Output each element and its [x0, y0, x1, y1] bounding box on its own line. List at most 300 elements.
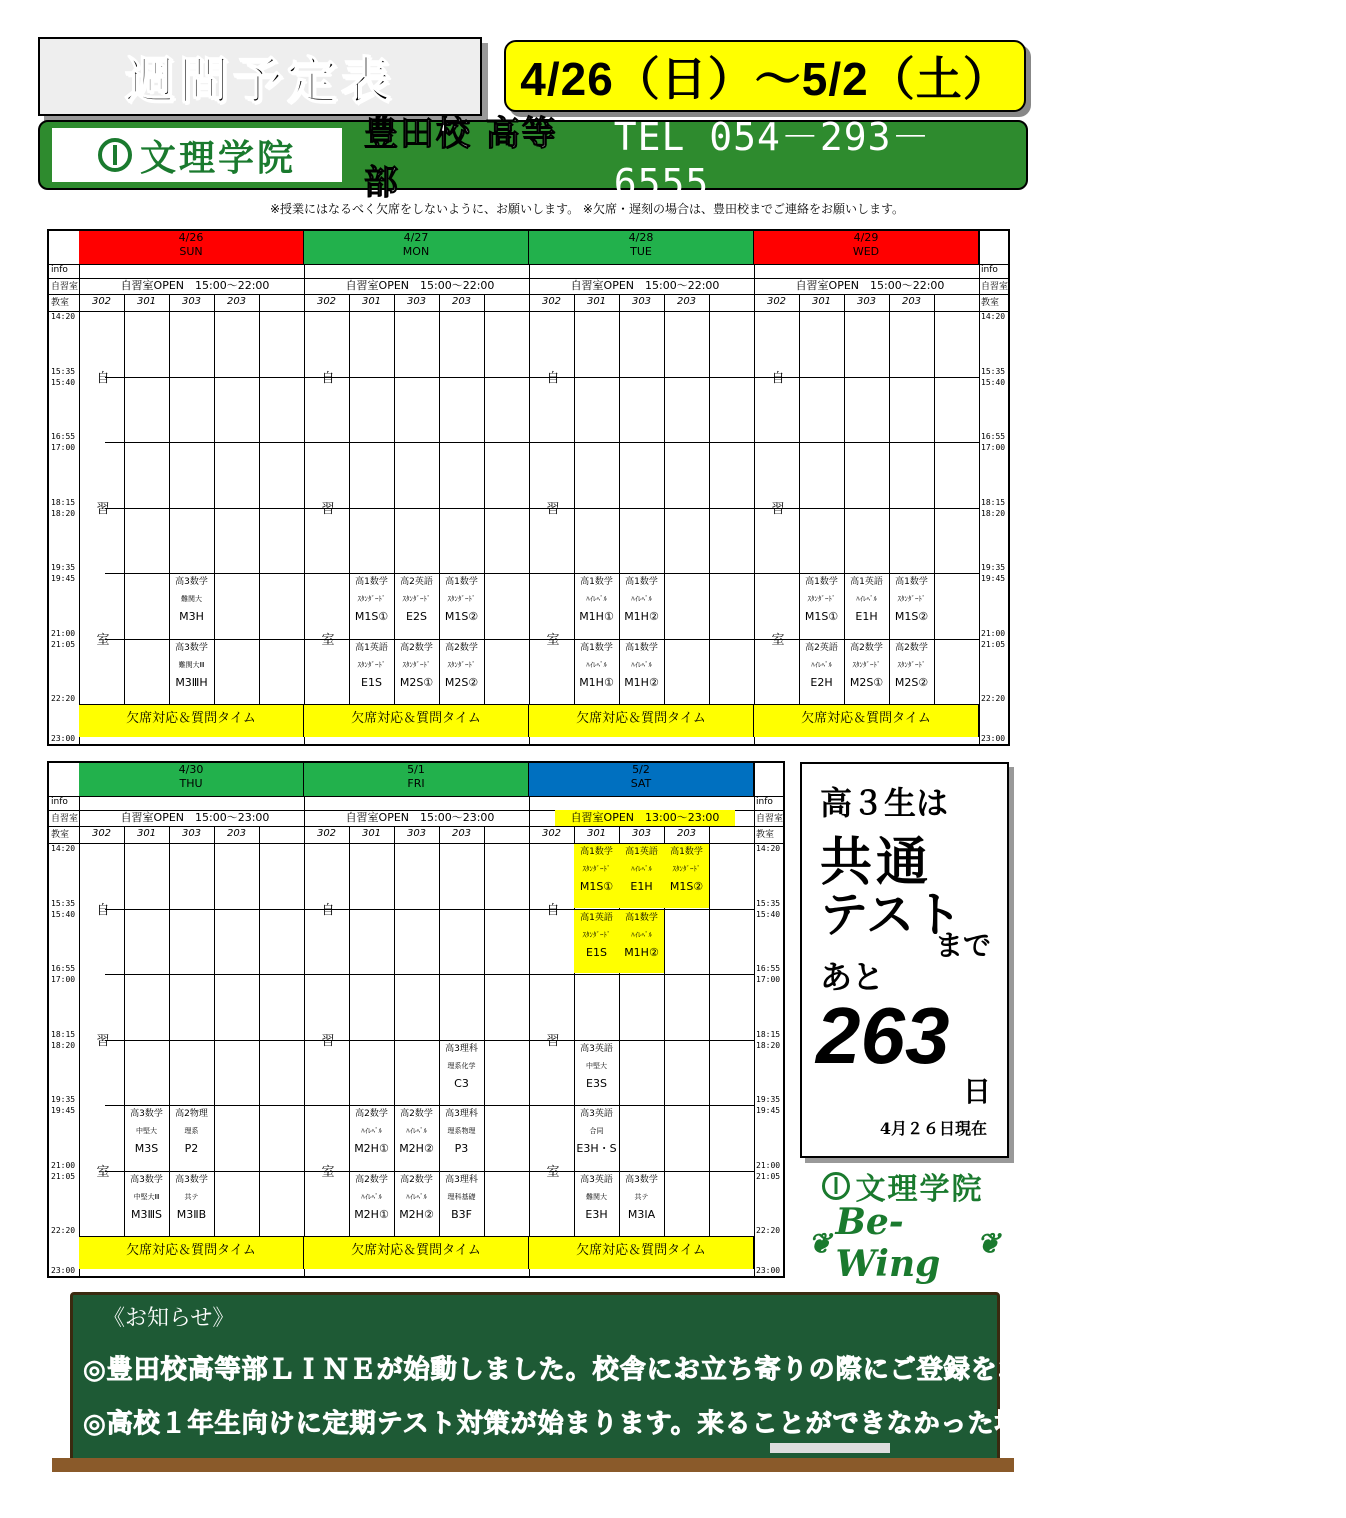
class-subject: 高3数学 — [625, 1174, 658, 1185]
grid-vline-room — [259, 294, 260, 704]
countdown-line4: まで — [934, 929, 991, 962]
date-range-box — [504, 40, 1026, 112]
room-number: 302 — [91, 828, 112, 839]
class-cell — [799, 574, 844, 638]
class-subject: 高3数学 — [130, 1109, 163, 1119]
class-level: ｽﾀﾝﾀﾞｰﾄﾞ — [897, 595, 926, 603]
grid-hline — [49, 796, 783, 797]
absence-notice: ※授業にはなるべく欠席をしないように、お願いします。 ※欠席・遅刻の場合は、豊田校までご連絡をお願いします。 — [270, 202, 905, 216]
class-level: 難関大 — [586, 1192, 607, 1201]
date-range: 4/26（日）～5/2（土） — [520, 53, 1010, 105]
day-date: 4/29 — [853, 231, 879, 244]
day-date: 4/26 — [178, 231, 204, 244]
class-cell — [574, 844, 619, 908]
room-number: 301 — [586, 828, 607, 839]
time-label-right: 16:55 — [981, 432, 1006, 441]
class-code: E1H — [855, 610, 878, 623]
kanji-ji: 自 — [546, 902, 560, 918]
time-label-right: 23:00 — [981, 734, 1006, 743]
logo — [52, 128, 342, 182]
class-level: ｽﾀﾝﾀﾞｰﾄﾞ — [582, 930, 611, 939]
time-label: 17:00 — [51, 975, 76, 984]
kanji-ji: 自 — [96, 902, 110, 918]
board-ledge — [52, 1458, 1014, 1472]
notice-line-1: ◎豊田校高等部ＬＩＮＥが始動しました。校舎にお立ち寄りの際にご登録をお願いいたします。 — [83, 1355, 1239, 1385]
class-cell — [169, 1106, 214, 1170]
time-label-right: 17:00 — [981, 443, 1006, 452]
time-label: 18:15 — [51, 497, 76, 507]
time-label-right: 21:05 — [981, 639, 1006, 649]
side-label-right-info: info — [756, 797, 773, 807]
grid-vline-room — [214, 294, 215, 704]
time-label-right: 15:35 — [981, 366, 1006, 376]
time-label: 14:20 — [51, 312, 76, 321]
grid-hline — [49, 826, 783, 827]
day-header-mon — [304, 231, 529, 264]
room-number: 302 — [541, 296, 562, 307]
bewing-text: Be-Wing — [835, 1201, 941, 1285]
class-cell — [439, 574, 484, 638]
room-number: 302 — [316, 296, 337, 307]
grid-vline — [979, 231, 980, 744]
day-of-week: TUE — [630, 245, 652, 258]
class-level: ﾊｲﾚﾍﾞﾙ — [406, 1192, 427, 1201]
time-label-right: 18:15 — [981, 497, 1006, 507]
side-label-right-info: info — [981, 265, 998, 275]
class-cell — [619, 1172, 664, 1236]
grid-vline — [304, 763, 305, 1276]
kanji-shitsu: 室 — [546, 632, 560, 648]
class-subject: 高1数学 — [580, 847, 613, 857]
grid-vline — [754, 763, 755, 1276]
side-label-info: info — [51, 265, 68, 275]
school-banner — [38, 114, 1028, 205]
grid-vline — [754, 231, 755, 744]
class-subject: 高1数学 — [580, 642, 613, 653]
slot-divider — [105, 377, 979, 378]
class-cell — [169, 1172, 214, 1236]
bewing-logo — [804, 1201, 1004, 1285]
class-code: E3H・S — [576, 1142, 617, 1155]
class-code: M1S② — [669, 880, 704, 893]
grid-vline-room — [709, 294, 710, 704]
class-level: ｽﾀﾝﾀﾞｰﾄﾞ — [582, 865, 611, 873]
class-cell — [889, 574, 934, 638]
grid-vline — [529, 763, 530, 1276]
class-level: ﾊｲﾚﾍﾞﾙ — [361, 1127, 382, 1135]
class-code: M1H① — [579, 610, 614, 623]
notice-board-title: 《お知らせ》 — [103, 1306, 235, 1331]
time-label: 16:55 — [51, 964, 76, 973]
class-subject: 高2英語 — [805, 642, 838, 653]
room-number: 203 — [226, 296, 247, 307]
class-code: M2H① — [354, 1142, 389, 1155]
class-subject: 高1英語 — [355, 642, 388, 653]
time-label: 15:35 — [51, 898, 76, 908]
day-date: 4/28 — [628, 231, 654, 244]
time-label: 19:35 — [51, 563, 76, 572]
class-cell — [439, 1172, 484, 1236]
day-date: 4/27 — [403, 231, 429, 244]
class-code: M1H② — [624, 610, 659, 623]
class-code: E2S — [406, 610, 427, 623]
class-code: M2S② — [444, 675, 479, 689]
side-label-jishu: 自習室 — [51, 814, 79, 824]
time-label: 15:35 — [51, 366, 76, 376]
class-code: M2S① — [399, 675, 434, 689]
side-label-right-jishu: 自習室 — [756, 814, 784, 824]
class-cell — [574, 1106, 619, 1170]
grid-vline-room — [709, 826, 710, 1236]
day-header-thu — [79, 763, 304, 796]
day-header-wed — [754, 231, 979, 264]
time-label: 18:15 — [51, 1029, 76, 1039]
class-code: C3 — [454, 1076, 469, 1090]
day-header-tue — [529, 231, 754, 264]
grid-vline — [79, 231, 80, 744]
class-level: 中堅大 — [586, 1061, 607, 1070]
class-code: E3H — [585, 1207, 608, 1221]
class-cell — [574, 910, 619, 974]
class-level: ｽﾀﾝﾀﾞｰﾄﾞ — [447, 595, 476, 603]
time-label-right: 22:20 — [981, 694, 1006, 703]
time-label-right: 21:05 — [756, 1171, 781, 1181]
question-time-bar: 欠席対応＆質問タイム — [754, 704, 979, 737]
kanji-ji: 自 — [321, 370, 335, 386]
class-subject: 高2数学 — [400, 642, 433, 653]
kanji-ji: 自 — [96, 370, 110, 386]
class-subject: 高2数学 — [445, 642, 478, 653]
grid-vline-room — [259, 826, 260, 1236]
time-label: 15:40 — [51, 377, 76, 387]
class-cell — [664, 844, 709, 908]
class-level: ｽﾀﾝﾀﾞｰﾄﾞ — [357, 595, 386, 603]
class-cell — [349, 574, 394, 638]
class-cell — [439, 1106, 484, 1170]
time-label: 18:20 — [51, 1040, 76, 1050]
logo-secondary-name: 文理学院 — [855, 1172, 984, 1207]
class-code: E1H — [630, 880, 653, 893]
time-label-right: 19:35 — [981, 563, 1006, 572]
class-cell — [619, 640, 664, 704]
class-cell — [574, 574, 619, 638]
class-level: ﾊｲﾚﾍﾞﾙ — [631, 930, 652, 939]
room-number: 203 — [676, 828, 697, 839]
kanji-shu: 習 — [321, 1033, 335, 1049]
time-label-right: 21:00 — [981, 628, 1006, 638]
class-subject: 高3数学 — [175, 1174, 208, 1185]
time-label-right: 15:35 — [756, 898, 781, 908]
room-number: 302 — [766, 296, 787, 307]
class-subject: 高1数学 — [625, 577, 658, 587]
class-subject: 高3理科 — [445, 1043, 478, 1054]
class-code: E2H — [810, 675, 833, 689]
phone-number: TEL 054－293－6555 — [613, 114, 931, 205]
class-code: M2H② — [399, 1142, 434, 1155]
room-number: 203 — [901, 296, 922, 307]
class-code: M1S① — [804, 610, 839, 623]
class-level: ｽﾀﾝﾀﾞｰﾄﾞ — [402, 660, 431, 669]
grid-vline — [304, 231, 305, 744]
kanji-shitsu: 室 — [96, 1164, 110, 1180]
kanji-shu: 習 — [546, 1033, 560, 1049]
time-label: 22:20 — [51, 1226, 76, 1235]
countdown-line3: テスト — [820, 887, 963, 943]
class-subject: 高2数学 — [355, 1174, 388, 1185]
kanji-shitsu: 室 — [321, 632, 335, 648]
time-label: 19:45 — [51, 574, 76, 583]
day-date: 5/2 — [632, 763, 650, 776]
notice-board — [70, 1292, 1346, 1468]
side-label-right-kyoshitsu: 教室 — [756, 830, 775, 840]
class-level: ﾊｲﾚﾍﾞﾙ — [631, 660, 652, 669]
class-code: M3ⅢS — [130, 1207, 163, 1221]
class-subject: 高2物理 — [175, 1109, 208, 1119]
time-label-right: 18:15 — [756, 1029, 781, 1039]
study-room-hours: 自習室OPEN 15:00～23:00 — [345, 811, 495, 824]
day-header-sat — [529, 763, 754, 796]
room-number: 301 — [586, 296, 607, 307]
time-label-right: 17:00 — [756, 975, 781, 984]
day-date: 4/30 — [178, 763, 204, 776]
class-code: B3F — [451, 1207, 472, 1221]
class-level: ｽﾀﾝﾀﾞｰﾄﾞ — [672, 865, 701, 873]
room-number: 303 — [631, 296, 652, 307]
room-number: 302 — [316, 828, 337, 839]
question-time-bar: 欠席対応＆質問タイム — [529, 704, 754, 737]
kanji-shitsu: 室 — [546, 1164, 560, 1180]
class-cell — [889, 640, 934, 704]
class-subject: 高1数学 — [625, 642, 658, 653]
page-title: 週間予定表 — [125, 51, 395, 110]
time-label: 15:40 — [51, 909, 76, 919]
class-level: 理系化学 — [447, 1061, 476, 1070]
class-cell — [394, 640, 439, 704]
slot-divider — [105, 442, 979, 443]
class-cell — [124, 1106, 169, 1170]
class-level: 理系 — [184, 1127, 199, 1135]
class-cell — [349, 1106, 394, 1170]
class-level: ﾊｲﾚﾍﾞﾙ — [586, 595, 607, 603]
title-box — [38, 37, 482, 116]
side-label-right-jishu: 自習室 — [981, 282, 1009, 292]
grid-vline-room — [124, 294, 125, 704]
class-level: ｽﾀﾝﾀﾞｰﾄﾞ — [447, 660, 476, 669]
class-level: 中堅大Ⅲ — [133, 1192, 160, 1201]
question-time-bar: 欠席対応＆質問タイム — [304, 1236, 529, 1269]
room-number: 301 — [136, 828, 157, 839]
class-cell — [619, 574, 664, 638]
countdown-line5: あと — [820, 958, 885, 996]
class-cell — [439, 640, 484, 704]
class-subject: 高1数学 — [355, 577, 388, 587]
study-room-hours: 自習室OPEN 13:00～23:00 — [555, 810, 735, 826]
class-cell — [619, 844, 664, 908]
class-level: ﾊｲﾚﾍﾞﾙ — [361, 1192, 382, 1201]
time-label: 21:00 — [51, 628, 76, 638]
time-label: 18:20 — [51, 508, 76, 518]
countdown-days: 263 — [816, 991, 950, 1080]
day-date: 5/1 — [407, 763, 425, 776]
notice-line-2: ◎高校１年生向けに定期テスト対策が始まります。来ることができなかった場合は夜に必ず来ましょう。 — [83, 1409, 1346, 1439]
school-name: 豊田校 高等部 — [363, 114, 558, 203]
class-code: M2S② — [894, 675, 929, 689]
class-code: M1H② — [624, 945, 659, 959]
class-cell — [394, 1106, 439, 1170]
class-cell — [169, 640, 214, 704]
side-label-kyoshitsu: 教室 — [51, 830, 70, 840]
class-code: E1S — [361, 675, 382, 689]
study-room-hours: 自習室OPEN 15:00～22:00 — [795, 279, 945, 292]
class-level: ｽﾀﾝﾀﾞｰﾄﾞ — [897, 660, 926, 669]
class-level: ﾊｲﾚﾍﾞﾙ — [856, 595, 877, 603]
time-label: 21:00 — [51, 1160, 76, 1170]
class-cell — [439, 1041, 484, 1105]
class-subject: 高1数学 — [445, 577, 478, 587]
room-number: 303 — [406, 828, 427, 839]
kanji-ji: 自 — [546, 370, 560, 386]
countdown-panel — [800, 762, 1009, 1158]
class-subject: 高3数学 — [130, 1174, 163, 1185]
day-of-week: MON — [402, 245, 430, 258]
class-cell — [394, 574, 439, 638]
class-cell — [844, 574, 889, 638]
class-subject: 高1英語 — [625, 847, 658, 857]
day-of-week: SAT — [630, 777, 652, 790]
class-subject: 高3理科 — [445, 1109, 478, 1119]
kanji-shitsu: 室 — [96, 632, 110, 648]
class-cell — [169, 574, 214, 638]
time-label: 14:20 — [51, 844, 76, 853]
class-cell — [619, 910, 664, 974]
class-subject: 高1数学 — [625, 912, 658, 923]
class-level: ﾊｲﾚﾍﾞﾙ — [811, 660, 832, 669]
day-of-week: WED — [852, 245, 880, 258]
class-cell — [124, 1172, 169, 1236]
class-code: M1S① — [354, 610, 389, 623]
side-label-info: info — [51, 797, 68, 807]
class-level: 理系物理 — [447, 1127, 476, 1135]
wing-right-icon: ❦ — [976, 1226, 1000, 1260]
study-room-hours: 自習室OPEN 15:00～22:00 — [120, 279, 270, 292]
time-label: 19:45 — [51, 1106, 76, 1115]
class-cell — [574, 1172, 619, 1236]
class-level: 合同 — [589, 1127, 604, 1135]
class-code: M1S② — [894, 610, 929, 623]
schedule-week2 — [47, 761, 785, 1278]
class-code: P2 — [184, 1142, 199, 1155]
grid-vline-room — [934, 294, 935, 704]
room-number: 203 — [226, 828, 247, 839]
room-number: 302 — [541, 828, 562, 839]
day-of-week: FRI — [407, 777, 425, 790]
slot-divider — [105, 974, 754, 975]
class-cell — [574, 1041, 619, 1105]
kanji-shitsu: 室 — [321, 1164, 335, 1180]
class-code: P3 — [454, 1142, 469, 1155]
kanji-shu: 習 — [96, 501, 110, 517]
class-code: M2H② — [399, 1207, 434, 1221]
time-label-right: 16:55 — [756, 964, 781, 973]
time-label-right: 14:20 — [756, 844, 781, 853]
wing-left-icon: ❦ — [808, 1226, 832, 1260]
class-cell — [799, 640, 844, 704]
kanji-shu: 習 — [546, 501, 560, 517]
room-number: 301 — [811, 296, 832, 307]
room-number: 303 — [406, 296, 427, 307]
class-level: ｽﾀﾝﾀﾞｰﾄﾞ — [852, 660, 881, 669]
room-number: 203 — [451, 296, 472, 307]
day-header-sun — [79, 231, 304, 264]
class-code: M3ⅡB — [176, 1207, 207, 1221]
time-label-right: 23:00 — [756, 1266, 781, 1275]
class-subject: 高2数学 — [895, 642, 928, 653]
kanji-shu: 習 — [321, 501, 335, 517]
room-number: 301 — [361, 296, 382, 307]
room-number: 303 — [856, 296, 877, 307]
grid-vline-room — [484, 826, 485, 1236]
countdown-line2: 共通 — [820, 832, 933, 893]
time-label-right: 15:40 — [981, 377, 1006, 387]
class-subject: 高2数学 — [400, 1174, 433, 1185]
class-level: ﾊｲﾚﾍﾞﾙ — [586, 660, 607, 669]
countdown-asof: 4月２６日現在 — [879, 1119, 987, 1138]
class-cell — [349, 1172, 394, 1236]
time-label-right: 21:00 — [756, 1160, 781, 1170]
class-subject: 高3理科 — [445, 1174, 478, 1185]
class-cell — [574, 640, 619, 704]
room-number: 301 — [361, 828, 382, 839]
question-time-bar: 欠席対応＆質問タイム — [79, 704, 304, 737]
time-label-right: 22:20 — [756, 1226, 781, 1235]
class-subject: 高2数学 — [400, 1109, 433, 1119]
class-level: ﾊｲﾚﾍﾞﾙ — [406, 1127, 427, 1135]
time-label: 17:00 — [51, 443, 76, 452]
class-subject: 高1数学 — [670, 847, 703, 857]
class-subject: 高2数学 — [355, 1109, 388, 1119]
time-label-right: 18:20 — [756, 1040, 781, 1050]
logo-secondary — [800, 1166, 1005, 1206]
day-of-week: SUN — [179, 245, 203, 258]
countdown-unit: 日 — [962, 1075, 991, 1108]
class-level: ｽﾀﾝﾀﾞｰﾄﾞ — [357, 660, 386, 669]
room-number: 301 — [136, 296, 157, 307]
class-code: M1S② — [444, 610, 479, 623]
class-subject: 高3数学 — [175, 577, 208, 587]
class-level: 難関大Ⅲ — [178, 660, 205, 669]
schedule-week1 — [47, 229, 1010, 746]
question-time-bar: 欠席対応＆質問タイム — [79, 1236, 304, 1269]
grid-vline-room — [484, 294, 485, 704]
room-number: 303 — [181, 296, 202, 307]
study-room-hours: 自習室OPEN 15:00～23:00 — [120, 811, 270, 824]
question-time-bar: 欠席対応＆質問タイム — [304, 704, 529, 737]
side-label-jishu: 自習室 — [51, 282, 79, 292]
class-level: 理科基礎 — [447, 1192, 476, 1201]
grid-vline-room — [214, 826, 215, 1236]
room-number: 203 — [451, 828, 472, 839]
class-subject: 高2英語 — [400, 577, 433, 587]
room-number: 303 — [631, 828, 652, 839]
grid-vline — [79, 763, 80, 1276]
time-label-right: 18:20 — [981, 508, 1006, 518]
time-label: 19:35 — [51, 1095, 76, 1104]
class-subject: 高1数学 — [805, 577, 838, 587]
question-time-bar: 欠席対応＆質問タイム — [529, 1236, 754, 1269]
bunri-logo-icon — [822, 1172, 850, 1200]
side-label-kyoshitsu: 教室 — [51, 298, 70, 308]
class-code: M3ⅢH — [175, 675, 208, 689]
